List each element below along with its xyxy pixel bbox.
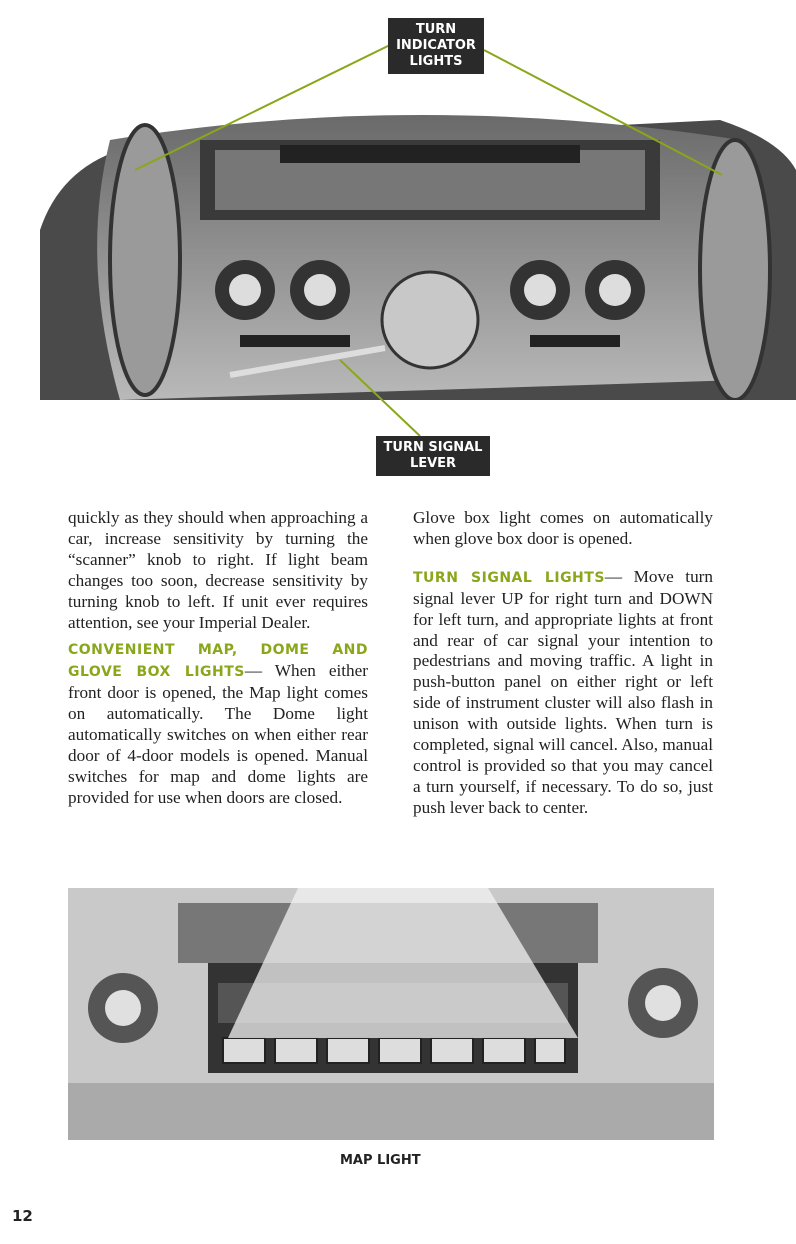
left-column bbox=[68, 508, 368, 815]
section-heading: TURN SIGNAL LIGHTS bbox=[413, 569, 605, 586]
page-number: 12 bbox=[12, 1207, 33, 1225]
callout-line: TURN SIGNAL bbox=[383, 440, 483, 455]
right-column bbox=[413, 508, 713, 825]
map-dome-paragraph bbox=[68, 639, 368, 808]
callout-line: INDICATOR bbox=[396, 38, 476, 53]
figure-caption: MAP LIGHT bbox=[340, 1153, 421, 1168]
callout-line: LIGHTS bbox=[409, 54, 463, 69]
turn-signal-paragraph bbox=[413, 567, 713, 819]
section-heading: CONVENIENT MAP, DOME AND GLOVE BOX LIGHTS bbox=[68, 642, 368, 681]
glove-box-paragraph: Glove box light comes on automatically when glove box door is opened. bbox=[413, 508, 713, 548]
callout-line: TURN bbox=[415, 22, 457, 37]
turn-indicator-lights-callout bbox=[388, 18, 484, 74]
paragraph-body: — Move turn signal lever UP for right turn and DOWN for left turn, and appropriate lights at front and rear of car signal your intention to pedestrians and moving traffic. A light in push-button panel on either right or left side of instrument cluster will also flash in unison with outside lights. When turn is completed, signal will cancel. Also, manual control is provided so that you may cancel a turn yourself, if necessary. To do so, just push lever back to center. bbox=[413, 566, 713, 817]
turn-signal-lever-callout bbox=[376, 436, 490, 476]
callout-line: LEVER bbox=[409, 456, 457, 471]
paragraph-body: — When either front door is opened, the Map light comes on automatically. The Dome light automatically switches on when either rear door of 4-door models is opened. Manual switches for map and dome lights are provided for use when doors are closed. bbox=[68, 661, 368, 807]
scanner-paragraph: quickly as they should when approaching a car, increase sensitivity by turning the “scanner” knob to right. If light beam changes too soon, decrease sensitivity by turning knob to left. If unit ever requires attention, see your Imperial Dealer. bbox=[68, 508, 368, 632]
map-light-photo bbox=[68, 888, 714, 1140]
